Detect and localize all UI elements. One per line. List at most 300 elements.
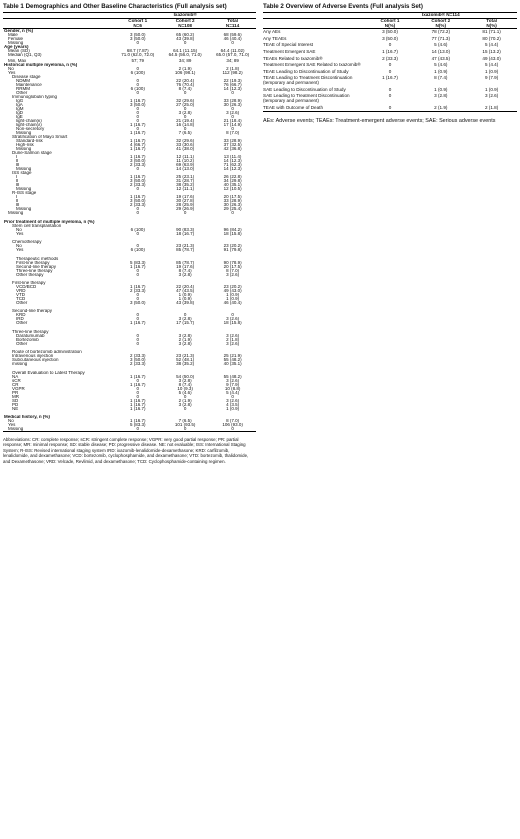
row-label: NA (12, 374, 19, 379)
row-label: Any TEAEs (263, 35, 287, 41)
row-label: Medical history, n (%) (4, 414, 50, 419)
row-value: 1 (0.9) (484, 86, 499, 92)
row-label: light-chain(λ) (16, 123, 42, 128)
table1-title: Table 1 Demographics and Other Baseline Characteristics (Full analysis set) (3, 3, 227, 10)
row-value: 0 (136, 207, 139, 212)
row-value: 10 (9.3) (177, 386, 193, 391)
row-value: 8 (7.4) (178, 87, 192, 92)
row-value: 3 (50.0) (129, 159, 146, 164)
row-label: Daratumumab (16, 333, 45, 338)
row-value: 68.7 (7.87) (126, 49, 149, 54)
row-value: 34; 89 (178, 59, 192, 64)
row-label: Gender, n (%) (4, 28, 34, 34)
row-label: Missing (16, 131, 32, 136)
row-label: Median (Q1, Q3) (8, 53, 42, 58)
table1-col-n: N=6 (133, 22, 142, 28)
row-label: Three-line therapy (16, 268, 53, 273)
table2-col-header: Cohort 2 (431, 17, 451, 23)
row-value: 0 (136, 67, 139, 72)
row-value: 91 (79.8) (223, 248, 242, 253)
row-value: 25 (21.9) (223, 354, 242, 359)
row-value: 43 (39.8) (176, 300, 195, 305)
row-value: 0 (136, 79, 139, 84)
table2-body (263, 29, 517, 112)
row-value: 46 (40.4) (223, 37, 242, 42)
row-value: 1 (16.7) (129, 99, 146, 104)
table2-col-header: Cohort 1 (380, 17, 400, 23)
table1-col-n: N=108 (178, 22, 192, 28)
row-value: 2 (1.9) (178, 337, 192, 342)
row-value: 7 (6.5) (178, 131, 192, 136)
row-value: 22 (20.4) (176, 79, 195, 84)
row-value: 18 (16.7) (176, 231, 195, 236)
row-label: VGPR (12, 386, 25, 391)
row-value: 9 (7.9) (484, 75, 499, 81)
row-value: 14 (13.0) (176, 167, 195, 172)
row-value: 1 (16.7) (129, 321, 146, 326)
table-row (3, 427, 256, 432)
row-label: IgA (16, 103, 23, 108)
row-label: TEAE with Outcome of Death (263, 105, 365, 112)
row-value: 0 (136, 119, 139, 124)
row-value: 3 (50.0) (129, 103, 146, 108)
row-label: R-ISS stage (12, 191, 37, 196)
row-label: No (16, 244, 22, 249)
row-value: 0 (183, 406, 187, 411)
row-label: Missing (8, 41, 24, 46)
row-value: 101 (93.5) (174, 422, 196, 427)
row-value: 3 (2.8) (178, 272, 192, 277)
row-label: Ⅲ (16, 203, 20, 208)
row-label: TEAE Leading to Discontinuation of Study (263, 68, 349, 74)
row-label: ISS stage (12, 171, 32, 176)
row-value: 2 (1.8) (226, 67, 240, 72)
row-label: High-risk (16, 143, 34, 148)
row-value: 0 (183, 426, 187, 431)
table-row (263, 105, 517, 112)
row-label: Second-line therapy (12, 309, 53, 314)
row-value: 22 (20.4) (176, 284, 195, 289)
row-value: 30 (26.3) (223, 203, 242, 208)
row-value: 16 (14.8) (176, 123, 195, 128)
row-value: 1 (16.7) (129, 175, 146, 180)
row-label: IgE (16, 115, 23, 120)
row-value: 2 (33.3) (382, 55, 398, 61)
row-label: SD (12, 398, 19, 403)
table1-col-header: Cohort 1 (128, 17, 148, 23)
row-value: 46 (40.4) (223, 300, 242, 305)
row-value: 64.4 (11.02) (220, 49, 245, 54)
row-value: 3 (2.6) (226, 111, 240, 116)
row-label: Ⅰ (16, 175, 18, 180)
row-value: 4 (66.7) (129, 143, 146, 148)
row-value: 0 (231, 127, 234, 132)
row-label: Missing (8, 211, 24, 216)
row-label: Missing (16, 147, 32, 152)
table-row (263, 75, 517, 86)
table1-col-header: Total (227, 17, 238, 23)
row-value: 31 (28.7) (176, 179, 195, 184)
row-value: 3 (2.6) (226, 317, 240, 322)
row-value: 1 (0.9) (226, 406, 240, 411)
row-label: Missing (16, 207, 32, 212)
row-value: 3 (2.6) (226, 398, 240, 403)
row-value: 0 (136, 127, 139, 132)
row-value: 27 (25.0) (176, 103, 195, 108)
table2-col-header: Total (486, 17, 497, 23)
row-label: VCD/BCD (16, 284, 37, 289)
row-value: 5 (83.3) (129, 422, 146, 427)
row-value: 85 (78.7) (176, 260, 195, 265)
row-value: 18 (15.8) (223, 321, 242, 326)
row-value: 29 (26.9) (176, 207, 195, 212)
table1-col-header: Cohort 2 (175, 17, 195, 23)
row-value: 0 (136, 390, 139, 395)
row-value: 0 (136, 187, 139, 192)
row-label: Missing (16, 167, 32, 172)
row-value: 49 (43.0) (482, 55, 501, 61)
row-value: 0 (231, 394, 234, 399)
row-value: 0 (136, 296, 139, 301)
row-value: 54 (50.0) (176, 374, 195, 379)
row-value: 8 (7.4) (178, 268, 192, 273)
row-value: 5 (4.4) (484, 42, 499, 48)
row-value: 1 (16.7) (129, 284, 146, 289)
row-value: 1 (0.9) (484, 68, 499, 74)
row-value: 33 (28.9) (223, 199, 242, 204)
row-value: 1 (16.7) (129, 398, 146, 403)
row-label: Three-line therapy (12, 329, 49, 334)
row-label: MR (12, 394, 19, 399)
row-value: 1 (0.9) (226, 296, 240, 301)
row-value: 8 (7.0) (226, 418, 240, 423)
row-value: 55 (48.2) (223, 374, 242, 379)
row-value: 3 (2.8) (178, 402, 192, 407)
row-value: 2 (1.9) (178, 67, 192, 72)
row-value: 47 (43.5) (176, 288, 195, 293)
row-value: 34; 89 (226, 59, 239, 64)
row-value: 3 (50.0) (382, 29, 398, 35)
row-value: 0 (136, 394, 139, 399)
row-value: 0 (136, 83, 139, 88)
row-value: 5 (4.6) (178, 390, 192, 395)
row-value: 0 (183, 313, 187, 318)
row-label: Disease stage (12, 75, 41, 80)
row-value: 0 (183, 107, 187, 112)
row-value: 2 (33.3) (129, 288, 146, 293)
row-label: Yes (16, 231, 24, 236)
table1-group-header: Ixazomib® (114, 13, 256, 19)
row-value: 1 (16.7) (129, 155, 146, 160)
row-label: light-chain(κ) (16, 119, 42, 124)
row-value: 57; 79 (131, 59, 144, 64)
row-value: 40 (35.1) (223, 183, 242, 188)
row-value: 23 (20.2) (223, 284, 242, 289)
row-value: 28 (25.9) (176, 203, 195, 208)
row-label: No (16, 227, 22, 232)
row-value: 69 (63.9) (176, 163, 195, 168)
row-value: 43 (39.8) (176, 37, 195, 42)
row-value: 68 (59.6) (223, 33, 242, 38)
row-label: PD (12, 402, 19, 407)
row-value: 0 (136, 244, 139, 249)
row-value: 112 (98.2) (222, 71, 243, 76)
row-value: 0 (136, 115, 139, 120)
row-value: 1 (16.7) (129, 264, 146, 269)
row-value: 0 (231, 211, 234, 216)
row-label: First-line therapy (16, 260, 50, 265)
table2-group-header: Ixazomib® N=114 (365, 13, 517, 19)
row-value: 2 (33.3) (129, 183, 146, 188)
row-value: 3 (50.0) (129, 199, 146, 204)
row-value: 0 (136, 378, 139, 383)
row-label: Durie-Salmon stage (12, 151, 52, 156)
row-value: 19 (17.6) (176, 264, 195, 269)
row-value: 29 (25.4) (223, 207, 242, 212)
row-value: 7 (6.5) (178, 418, 192, 423)
row-value: 3 (2.6) (226, 272, 240, 277)
row-label: SAE Leading to Discontinuation of Study (263, 86, 346, 92)
row-value: 2 (33.3) (129, 362, 146, 367)
row-value: 10 (8.8) (224, 386, 241, 391)
row-value: 19 (17.6) (176, 195, 195, 200)
row-label: Any AEs (263, 29, 281, 35)
row-value: 6 (100) (130, 87, 145, 92)
row-value: 1 (16.7) (382, 49, 398, 55)
row-value: 80 (70.2) (482, 35, 501, 41)
row-value: 0 (136, 313, 139, 318)
row-value: 0 (136, 337, 139, 342)
row-label: Mean (SD) (8, 49, 30, 54)
row-value: 0 (231, 41, 234, 46)
row-value: 3 (2.8) (178, 317, 192, 322)
row-value: 9 (7.9) (226, 382, 240, 387)
row-value: 33 (30.6) (176, 143, 195, 148)
row-label: Maintenance (16, 83, 42, 88)
row-label: No (8, 418, 14, 423)
row-value: 2 (1.9) (415, 105, 466, 112)
row-value: 47 (43.5) (431, 55, 450, 61)
row-value: 0 (183, 41, 187, 46)
row-label: Standard-risk (16, 139, 43, 144)
row-value: 3 (50.0) (382, 35, 398, 41)
table1-panel (3, 3, 256, 464)
row-value: 71 (62.3) (223, 163, 242, 168)
row-value: 90 (78.9) (223, 260, 242, 265)
row-label: Other (16, 341, 28, 346)
row-label: Other (16, 91, 28, 96)
row-value: 0 (136, 317, 139, 322)
row-value: 5 (4.4) (484, 62, 499, 68)
row-value: 42 (36.8) (223, 147, 242, 152)
row-value: 81 (71.1) (482, 29, 501, 35)
row-value: 18 (15.8) (223, 231, 242, 236)
row-label: TEAE of Special Interest (263, 42, 314, 48)
row-value: 0 (388, 62, 392, 68)
row-value: 26 (22.8) (223, 175, 242, 180)
row-value: 3 (2.6) (226, 378, 240, 383)
row-value: 0 (136, 268, 139, 273)
row-value: 33 (28.9) (223, 139, 242, 144)
row-value: 8 (7.4) (178, 382, 192, 387)
row-label: Missing (8, 426, 24, 431)
row-label: IRD (16, 317, 24, 322)
row-value: 3 (50.0) (129, 179, 146, 184)
row-label: SAE Leading to Treatment Discontinuation (temporary and permanent) (263, 93, 350, 104)
row-value: 37 (32.5) (223, 143, 242, 148)
table2-footnote: AEs: Adverse events; TEAEs: Treatment-emergent adverse events; SAE: Serious adverse events (263, 118, 496, 125)
table2-col-n: N(%) (486, 22, 497, 28)
row-value: 0 (136, 167, 139, 172)
row-value: 65.0 (57.0, 71.0) (216, 53, 250, 58)
row-value: 3 (50.0) (129, 33, 146, 38)
row-label: Yes (16, 248, 24, 253)
table-row (263, 49, 517, 56)
row-value: 1 (16.7) (129, 123, 146, 128)
row-label: Second-line therapy (16, 264, 57, 269)
row-value: 23 (20.2) (223, 244, 242, 249)
row-label: Intravenous injection (12, 354, 54, 359)
table-row (263, 62, 517, 69)
row-label: Subcutaneous injection (12, 358, 59, 363)
row-value: 0 (136, 211, 139, 216)
row-value: 1 (0.9) (178, 292, 192, 297)
table-row (263, 93, 517, 104)
row-value: 14 (12.3) (223, 159, 242, 164)
table2-col-n: N(%) (384, 22, 396, 28)
row-value: 1 (0.9) (434, 68, 448, 74)
row-value: 12 (11.1) (176, 155, 194, 160)
row-value: 1 (0.9) (434, 86, 448, 92)
table1-col-n: N=114 (225, 22, 240, 28)
row-value: 90 (83.3) (176, 227, 195, 232)
row-label: NE (12, 406, 19, 411)
row-label: Ⅰ (16, 195, 18, 200)
row-label: CR (12, 382, 19, 387)
row-label: Male (8, 33, 18, 38)
row-value: 2 (1.9) (178, 398, 192, 403)
row-value: 78 (72.2) (431, 29, 450, 35)
row-label: Min, Max (8, 59, 27, 64)
row-value: 14 (13.0) (431, 49, 450, 55)
row-value: 2 (33.3) (129, 163, 146, 168)
row-value: 0 (365, 105, 416, 112)
row-label: TEAEs Related to Ixazomib® (263, 55, 323, 61)
row-label: Other (16, 300, 28, 305)
row-value: 14 (12.3) (223, 87, 242, 92)
row-value: 30 (27.8) (176, 199, 195, 204)
row-value: 6 (100) (130, 227, 145, 232)
row-value: 1 (16.7) (129, 195, 146, 200)
row-value: 2 (33.3) (129, 354, 146, 359)
row-value: 3 (2.8) (178, 111, 192, 116)
row-value: 3 (2.8) (434, 93, 448, 99)
row-value: 0 (136, 292, 139, 297)
row-label: Missing (16, 187, 32, 192)
row-value: 21 (19.4) (176, 119, 195, 124)
row-value: 77 (71.3) (431, 35, 450, 41)
row-value: 1 (16.7) (129, 139, 146, 144)
row-label: Historical multiple myeloma, n (%) (4, 63, 78, 68)
row-value: 8 (7.0) (226, 268, 240, 273)
row-value: 5 (4.6) (434, 42, 448, 48)
row-value: 32 (29.6) (176, 99, 195, 104)
row-value: 8 (7.4) (434, 75, 448, 81)
row-label: Bortezomib (16, 337, 39, 342)
row-value: 76 (66.7) (223, 83, 242, 88)
row-value: 22 (19.3) (223, 79, 242, 84)
row-label: VRD (16, 288, 26, 293)
row-value: 8 (7.0) (226, 131, 240, 136)
row-value: 0 (136, 333, 139, 338)
row-value: 40 (35.1) (223, 362, 242, 367)
row-value: 1 (16.7) (129, 131, 146, 136)
row-label: Non-secretory (16, 127, 45, 132)
row-value: 6 (100) (130, 248, 145, 253)
row-label: Ⅱ (16, 159, 19, 164)
row-label: No (8, 67, 14, 72)
row-label: Treatment Emergent SAE Related to Ixazomib® (263, 62, 361, 68)
table2-title: Table 2 Overview of Adverse Events (Full analysis Set) (263, 3, 423, 10)
row-value: 1 (16.7) (129, 406, 146, 411)
row-value: 106 (93.0) (222, 422, 243, 427)
row-label: Stratification of Mayo Smart (12, 135, 68, 140)
row-label: Age (years) (4, 45, 29, 50)
row-label: NDMM (16, 79, 30, 84)
row-value: 0 (388, 93, 392, 99)
row-value: 106 (98.1) (174, 71, 196, 76)
row-value: 25 (23.1) (176, 175, 195, 180)
row-value: 2 (1.8) (226, 337, 240, 342)
row-label: Chemotherapy (12, 240, 42, 245)
row-value: 38 (35.2) (176, 362, 195, 367)
row-value: 0 (136, 341, 139, 346)
row-label: Route of bortezomib administration (12, 350, 82, 355)
row-value: 65 (60.2) (176, 33, 195, 38)
table2-panel (263, 3, 517, 125)
row-value: 17 (14.9) (223, 123, 242, 128)
row-value: 0 (231, 313, 234, 318)
row-label: Other (16, 321, 28, 326)
row-value: 2 (33.3) (129, 203, 146, 208)
row-label: Yes (8, 422, 16, 427)
row-value: 34 (29.8) (223, 179, 242, 184)
row-label: TCD (16, 296, 26, 301)
row-value: 1 (0.9) (226, 292, 240, 297)
table1 (3, 12, 256, 432)
row-value: 0 (183, 211, 187, 216)
row-value: 49 (43.0) (223, 288, 242, 293)
row-label: Ⅰ (16, 155, 18, 160)
row-label: Other therapy (16, 272, 44, 277)
row-value: 1 (16.7) (129, 402, 146, 407)
row-value: 3 (2.6) (226, 333, 240, 338)
row-value: 38 (35.2) (176, 183, 195, 188)
row-value: 0 (231, 91, 234, 96)
row-value: 64.5 (56.0, 71.0) (168, 53, 202, 58)
row-label: Stem cell transplantation (12, 223, 62, 228)
row-value: 32 (29.6) (176, 139, 195, 144)
row-value: 3 (2.8) (178, 378, 192, 383)
row-value: 23 (21.3) (176, 354, 195, 359)
table1-body (3, 29, 256, 432)
row-label: IgM (16, 107, 24, 112)
row-value: 33 (28.9) (223, 99, 242, 104)
row-label: Ⅲ (16, 163, 20, 168)
row-value: 3 (2.6) (226, 341, 240, 346)
row-value: 64.1 (11.15) (173, 49, 198, 54)
row-label: First-line therapy (12, 280, 46, 285)
